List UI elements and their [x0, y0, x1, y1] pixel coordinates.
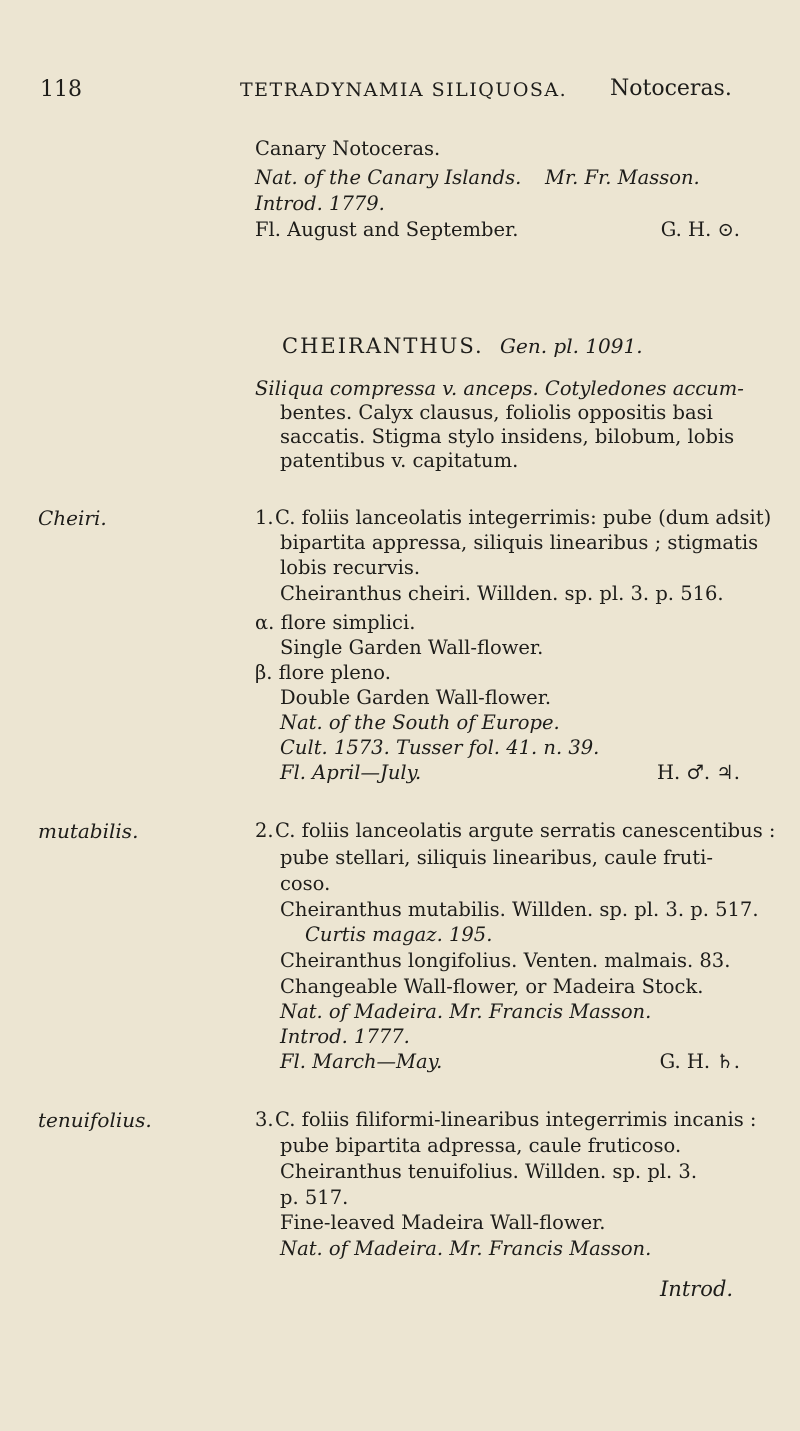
species-flowering: Fl. April—July. [280, 761, 422, 784]
species-symbols: G. H. ♄. [659, 1050, 740, 1073]
species-margin-name: Cheiri. [38, 506, 107, 530]
species-introduced: Introd. 1777. [280, 1025, 410, 1048]
species-synonym: Cheiranthus longifolius. Venten. malmais. 83. [280, 949, 731, 972]
species-line: C. foliis lanceolatis argute serratis canescentibus : [275, 819, 776, 842]
species-number: 1. [255, 506, 274, 529]
page-number: 118 [40, 77, 82, 102]
entry-title: Canary Notoceras. [255, 137, 441, 160]
species-reference: Curtis magaz. 195. [305, 923, 493, 946]
entry-introduced: Introd. 1779. [255, 192, 385, 215]
species-line: coso. [280, 872, 331, 895]
entry-symbols: G. H. ⊙. [660, 218, 740, 241]
running-head: TETRADYNAMIA SILIQUOSA. [240, 79, 568, 101]
species-synonym: Cheiranthus tenuifolius. Willden. sp. pl. 3. [280, 1160, 698, 1183]
entry-flowering: Fl. August and September. [255, 218, 519, 241]
genus-reference: Gen. pl. 1091. [500, 334, 643, 358]
species-line: pube bipartita adpressa, caule fruticoso. [280, 1134, 682, 1157]
species-flowering: Fl. March—May. [280, 1050, 443, 1073]
species-synonym: Cheiranthus mutabilis. Willden. sp. pl. 3. p. 517. [280, 898, 759, 921]
species-symbols: H. ♂. ♃. [657, 761, 740, 784]
genus-heading: CHEIRANTHUS. [282, 334, 484, 358]
species-common-name: Fine-leaved Madeira Wall-flower. [280, 1211, 606, 1234]
species-number: 2. [255, 819, 274, 842]
species-margin-name: tenuifolius. [38, 1108, 152, 1132]
species-line: C. foliis lanceolatis integerrimis: pube (dum adsit) [275, 506, 772, 529]
species-synonym: Cheiranthus cheiri. Willden. sp. pl. 3. p. 516. [280, 582, 724, 605]
species-variety: α. flore simplici. [255, 611, 416, 634]
species-page-ref: p. 517. [280, 1186, 349, 1209]
species-number: 3. [255, 1108, 274, 1131]
genus-description-3: saccatis. Stigma stylo insidens, bilobum, lobis [280, 425, 735, 448]
species-line: C. foliis filiformi-linearibus integerrimis incanis : [275, 1108, 757, 1131]
species-line: bipartita appressa, siliquis linearibus ; stigmatis [280, 531, 759, 554]
species-line: pube stellari, siliquis linearibus, caule fruti- [280, 846, 713, 869]
entry-native: Nat. of the Canary Islands. [255, 166, 522, 189]
entry-collector: Mr. Fr. Masson. [545, 166, 700, 189]
genus-description-1: Siliqua compressa v. anceps. Cotyledones accum- [255, 377, 744, 400]
species-cultivated: Cult. 1573. Tusser fol. 41. n. 39. [280, 736, 600, 759]
species-native: Nat. of Madeira. Mr. Francis Masson. [280, 1237, 652, 1260]
species-margin-name: mutabilis. [38, 819, 139, 843]
species-common-name: Double Garden Wall-flower. [280, 686, 552, 709]
species-common-name: Changeable Wall-flower, or Madeira Stock. [280, 975, 704, 998]
species-line: lobis recurvis. [280, 556, 421, 579]
genus-description-4: patentibus v. capitatum. [280, 449, 519, 472]
running-head-genus: Notoceras. [610, 76, 732, 101]
species-native: Nat. of the South of Europe. [280, 711, 560, 734]
genus-description-2: bentes. Calyx clausus, foliolis oppositis basi [280, 401, 713, 424]
species-variety: β. flore pleno. [255, 661, 391, 684]
species-common-name: Single Garden Wall-flower. [280, 636, 544, 659]
species-native: Nat. of Madeira. Mr. Francis Masson. [280, 1000, 652, 1023]
catchword: Introd. [660, 1277, 734, 1301]
